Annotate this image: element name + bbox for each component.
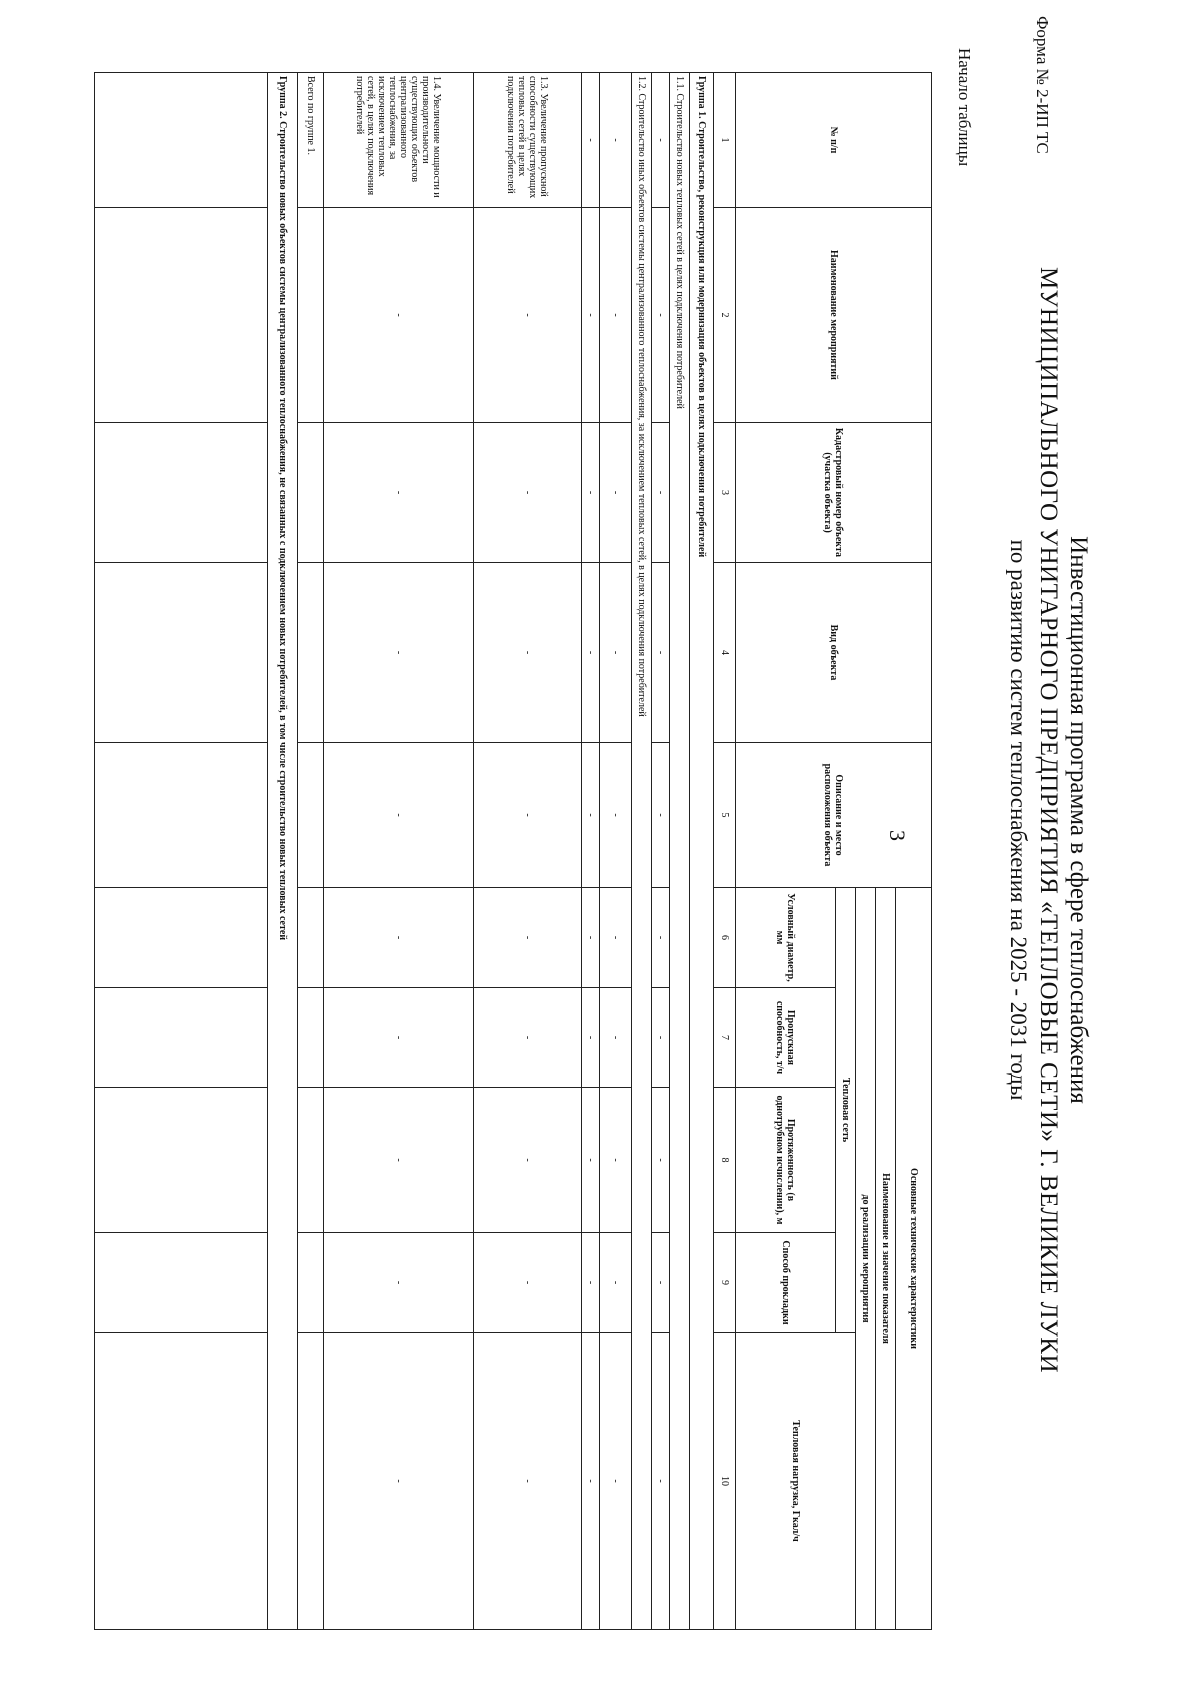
header-col-capacity: Пропускная способность, т/ч xyxy=(736,988,836,1088)
table-row xyxy=(600,73,632,1630)
page-number: 3 xyxy=(885,830,910,841)
cell-dash: - xyxy=(474,1333,582,1630)
cell-dash: - xyxy=(582,1333,600,1630)
col-number: 4 xyxy=(714,563,736,743)
cell-dash: - xyxy=(324,563,474,743)
title-line-3: по развитию систем теплоснабжения на 2025 - 2031 годы xyxy=(1006,539,1031,1101)
cell-dash: - xyxy=(324,988,474,1088)
subsection-1-2: 1.2. Строительство иных объектов системы централизованного теплоснабжения, за исключением тепловых сетей, в целях подключения потребителей xyxy=(632,73,652,1630)
cell-dash: - xyxy=(600,1333,632,1630)
cell-dash: - xyxy=(600,73,632,208)
cell-dash: - xyxy=(474,888,582,988)
form-label: Форма № 2-ИП ТС xyxy=(1033,16,1052,154)
header-col-laying: Способ прокладки xyxy=(736,1233,836,1333)
cell-dash: - xyxy=(652,563,670,743)
header-heat-network: Тепловая сеть xyxy=(836,888,856,1333)
cell-dash: - xyxy=(600,563,632,743)
header-col-diameter: Условный диаметр, мм xyxy=(736,888,836,988)
cell-dash: - xyxy=(582,208,600,423)
cell-dash: - xyxy=(582,888,600,988)
group-2-heading: Группа 2. Строительство новых объектов системы централизованного теплоснабжения, не связанных с подключением новых потребителей, в том числе строительство новых тепловых сетей xyxy=(268,73,298,1630)
cell-dash: - xyxy=(600,1233,632,1333)
cell-dash: - xyxy=(652,1333,670,1630)
cell-dash: - xyxy=(652,73,670,208)
cell-dash: - xyxy=(582,423,600,563)
col-number: 8 xyxy=(714,1088,736,1233)
cell-dash: - xyxy=(652,988,670,1088)
header-name-value: Наименование и значение показателя xyxy=(876,888,896,1630)
cell-dash: - xyxy=(474,423,582,563)
table-row xyxy=(652,73,670,1630)
cell-dash: - xyxy=(582,988,600,1088)
cell-dash: - xyxy=(474,208,582,423)
cell-dash: - xyxy=(324,1088,474,1233)
table-row xyxy=(324,73,474,1630)
cell-dash: - xyxy=(474,1233,582,1333)
cell-dash: - xyxy=(474,563,582,743)
header-col-number: № п/п xyxy=(736,73,932,208)
row-1-3-label: 1.3. Увеличение пропускной способности существующих тепловых сетей в целях подключения потребителей xyxy=(474,73,582,208)
header-col-event-name: Наименование мероприятий xyxy=(736,208,932,423)
cell-dash: - xyxy=(600,743,632,888)
col-number: 2 xyxy=(714,208,736,423)
header-col-length: Протяженность (в однотрубном исчислении), м xyxy=(736,1088,836,1233)
cell-dash: - xyxy=(324,1333,474,1630)
header-col-cadastral: Кадастровый номер объекта (участка объекта) xyxy=(736,423,932,563)
table-row xyxy=(95,73,268,1630)
title-line-2: МУНИЦИПАЛЬНОГО УНИТАРНОГО ПРЕДПРИЯТИЯ «ТЕПЛОВЫЕ СЕТИ» Г. ВЕЛИКИЕ ЛУКИ xyxy=(1035,266,1062,1374)
cell-dash: - xyxy=(652,1233,670,1333)
cell-dash: - xyxy=(582,1088,600,1233)
cell-dash: - xyxy=(474,988,582,1088)
row-1-4-label: 1.4. Увеличение мощности и производительности существующих объектов централизованного теплоснабжения, за исключением тепловых сетей, в целях подключения потребителей xyxy=(324,73,474,208)
cell-dash: - xyxy=(324,743,474,888)
col-number: 5 xyxy=(714,743,736,888)
cell-dash: - xyxy=(652,743,670,888)
cell-dash: - xyxy=(324,423,474,563)
cell-dash: - xyxy=(582,73,600,208)
table-start-label: Начало таблицы xyxy=(955,48,974,167)
cell-dash: - xyxy=(652,888,670,988)
col-number: 6 xyxy=(714,888,736,988)
subsection-1-1: 1.1. Строительство новых тепловых сетей в целях подключения потребителей xyxy=(670,73,690,1630)
cell-dash: - xyxy=(600,208,632,423)
cell-dash: - xyxy=(324,208,474,423)
column-numbers-row xyxy=(714,73,736,1630)
col-number: 10 xyxy=(714,1333,736,1630)
cell-dash: - xyxy=(652,208,670,423)
header-col-heat-load: Тепловая нагрузка, Гкал/ч xyxy=(736,1333,856,1630)
cell-dash: - xyxy=(582,563,600,743)
cell-dash: - xyxy=(600,988,632,1088)
table-row xyxy=(298,73,324,1630)
table-row xyxy=(582,73,600,1630)
cell-dash: - xyxy=(652,423,670,563)
title-line-1: Инвестиционная программа в сфере теплоснабжения xyxy=(1065,536,1092,1104)
header-col-description: Описание и место расположения объекта xyxy=(736,743,932,888)
cell-dash: - xyxy=(474,1088,582,1233)
cell-dash: - xyxy=(600,423,632,563)
cell-dash: - xyxy=(600,888,632,988)
total-group-1-label: Всего по группе 1. xyxy=(298,73,324,208)
table-row xyxy=(474,73,582,1630)
cell-dash: - xyxy=(474,743,582,888)
header-by-event: до реализации мероприятия xyxy=(856,888,876,1630)
col-number: 3 xyxy=(714,423,736,563)
header-col-object-type: Вид объекта xyxy=(736,563,932,743)
cell-dash: - xyxy=(324,888,474,988)
cell-dash: - xyxy=(652,1088,670,1233)
investment-table xyxy=(94,72,932,1630)
cell-dash: - xyxy=(582,743,600,888)
col-number: 7 xyxy=(714,988,736,1088)
cell-dash: - xyxy=(324,1233,474,1333)
col-number: 9 xyxy=(714,1233,736,1333)
group-1-heading: Группа 1. Строительство, реконструкция или модернизация объектов в целях подключения потребителей xyxy=(690,73,714,1630)
cell-dash: - xyxy=(600,1088,632,1233)
cell-dash: - xyxy=(582,1233,600,1333)
col-number: 1 xyxy=(714,73,736,208)
header-main-tech: Основные технические характеристики xyxy=(896,888,932,1630)
